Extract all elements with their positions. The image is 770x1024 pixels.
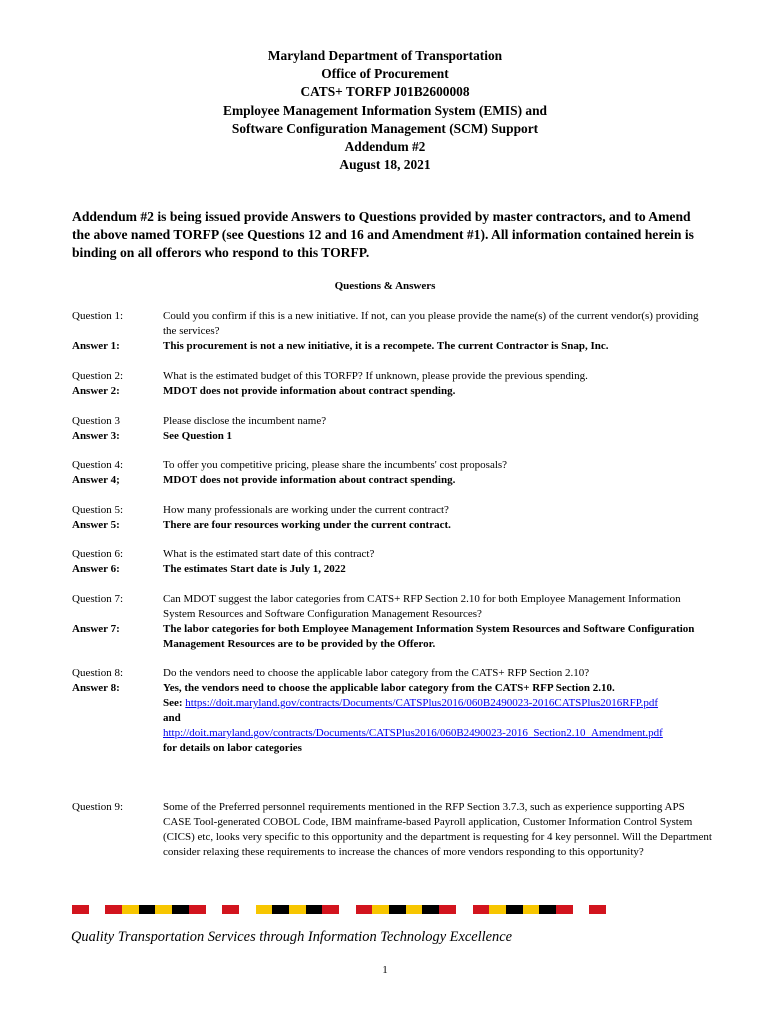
details-text: for details on labor categories	[163, 742, 302, 754]
flag-segment	[72, 905, 89, 914]
answer-row	[72, 562, 712, 577]
see-label: See:	[163, 697, 186, 709]
flag-segment	[306, 905, 323, 914]
flag-segment	[356, 905, 373, 914]
flag-segment	[506, 905, 523, 914]
flag-segment	[406, 905, 423, 914]
answer-text: MDOT does not provide information about contract spending.	[163, 474, 456, 486]
answer-text: The estimates Start date is July 1, 2022	[163, 563, 346, 575]
qa-item-5	[72, 503, 712, 533]
question-row	[72, 414, 712, 429]
question-text: To offer you competitive pricing, please share the incumbents' cost proposals?	[163, 459, 508, 471]
question-text: How many professionals are working under the current contract?	[163, 504, 449, 516]
question-row	[72, 369, 712, 384]
question-label: Question 5:	[72, 504, 124, 516]
answer-label: Answer 4;	[72, 474, 120, 486]
header-project-line1: Employee Management Information System (EMIS) and	[223, 102, 547, 118]
flag-segment	[539, 905, 556, 914]
question-text: Some of the Preferred personnel requirements mentioned in the RFP Section 3.7.3, such as experience supporting APS CASE Tool-generated COBOL Code, IBM mainframe-based Payroll application, Customer Information Control System (CICS) etc, looks very specific to this opportunity and the department is requesting for 4 key personnel. Will the Department consider relaxing these requirements to increase the chances of more vendors responding to this opportunity?	[163, 801, 712, 858]
question-row	[72, 547, 712, 562]
flag-segment	[372, 905, 389, 914]
flag-segment	[105, 905, 122, 914]
question-text: What is the estimated budget of this TORFP? If unknown, please provide the previous spending.	[163, 370, 588, 382]
flag-segment	[339, 905, 356, 914]
qa-item-1	[72, 309, 712, 354]
question-label: Question 6:	[72, 548, 124, 560]
answer-label: Answer 6:	[72, 563, 120, 575]
question-label: Question 2:	[72, 370, 124, 382]
question-row	[72, 800, 712, 860]
flag-segment	[439, 905, 456, 914]
page-number: 1	[382, 964, 388, 976]
answer-label: Answer 8:	[72, 682, 120, 694]
answer-row	[72, 681, 712, 756]
flag-segment	[573, 905, 590, 914]
header-addendum: Addendum #2	[344, 139, 426, 155]
link-container	[163, 726, 712, 741]
question-text: What is the estimated start date of this contract?	[163, 548, 375, 560]
header-date: August 18, 2021	[339, 157, 431, 173]
qa-item-2	[72, 369, 712, 399]
answer-body	[163, 681, 712, 756]
and-text: and	[163, 712, 181, 724]
answer-row	[72, 384, 712, 399]
header-office: Office of Procurement	[321, 66, 449, 82]
answer-text: The labor categories for both Employee Management Information System Resources and Software Configuration Management Resources are to be provided by the Offeror.	[163, 623, 695, 650]
answer-text: This procurement is not a new initiative, it is a recompete. The current Contractor is Snap, Inc.	[163, 340, 609, 352]
answer-text: See Question 1	[163, 430, 233, 442]
flag-segment	[489, 905, 506, 914]
flag-segment	[256, 905, 273, 914]
question-label: Question 8:	[72, 667, 124, 679]
answer-row	[72, 518, 712, 533]
qa-item-7	[72, 592, 712, 652]
intro-paragraph: Addendum #2 is being issued provide Answers to Questions provided by master contractors, and to Amend the above named TORFP (see Questions 12 and 16 and Amendment #1). All information contained herein is binding on all offerors who respond to this TORFP.	[72, 209, 694, 260]
question-text: Please disclose the incumbent name?	[163, 415, 327, 427]
see-links	[163, 696, 712, 711]
flag-segment	[222, 905, 239, 914]
question-row	[72, 458, 712, 473]
question-label: Question 9:	[72, 801, 124, 813]
flag-segment	[89, 905, 106, 914]
flag-segment	[289, 905, 306, 914]
qa-item-3	[72, 414, 712, 444]
answer-label: Answer 5:	[72, 519, 120, 531]
answer-text: Yes, the vendors need to choose the applicable labor category from the CATS+ RFP Section 2.10.	[163, 682, 615, 694]
answer-label: Answer 7:	[72, 623, 120, 635]
question-text: Could you confirm if this is a new initiative. If not, can you please provide the name(s) of the current vendor(s) providing the services?	[163, 310, 699, 337]
question-text: Do the vendors need to choose the applicable labor category from the CATS+ RFP Section 2.10?	[163, 667, 590, 679]
flag-segment	[155, 905, 172, 914]
qa-heading: Questions & Answers	[334, 280, 436, 292]
answer-label: Answer 3:	[72, 430, 120, 442]
question-row	[72, 666, 712, 681]
header-agency: Maryland Department of Transportation	[267, 48, 503, 63]
answer-label: Answer 1:	[72, 340, 120, 352]
question-row	[72, 592, 712, 622]
flag-segment	[322, 905, 339, 914]
section-2-10-amendment-link[interactable]: http://doit.maryland.gov/contracts/Documents/CATSPlus2016/060B2490023-2016_Section2.10_Amendment.pdf	[163, 727, 663, 739]
question-text: Can MDOT suggest the labor categories from CATS+ RFP Section 2.10 for both Employee Management Information System Resources and Software Configuration Management Resources?	[163, 593, 681, 620]
flag-segment	[189, 905, 206, 914]
flag-segment	[206, 905, 223, 914]
question-row	[72, 309, 712, 339]
header-project-line2: Software Configuration Management (SCM) Support	[231, 120, 539, 136]
flag-segment	[122, 905, 139, 914]
answer-row	[72, 473, 712, 488]
answer-row	[72, 429, 712, 444]
flag-segment	[422, 905, 439, 914]
flag-segment	[523, 905, 540, 914]
footer-motto: Quality Transportation Services through Information Technology Excellence	[71, 929, 512, 945]
header-torfp-number: CATS+ TORFP J01B2600008	[300, 84, 470, 100]
question-label: Question 3	[72, 415, 120, 427]
flag-segment	[139, 905, 156, 914]
flag-segment	[473, 905, 490, 914]
qa-item-9	[72, 800, 712, 860]
answer-text: There are four resources working under the current contract.	[163, 519, 451, 531]
question-label: Question 4:	[72, 459, 124, 471]
question-row	[72, 503, 712, 518]
answer-row	[72, 339, 712, 354]
answer-text: MDOT does not provide information about contract spending.	[163, 385, 456, 397]
qa-item-4	[72, 458, 712, 488]
document-header	[0, 47, 770, 174]
flag-segment	[389, 905, 406, 914]
question-label: Question 7:	[72, 593, 124, 605]
flag-segment	[556, 905, 573, 914]
answer-row	[72, 622, 712, 652]
flag-segment	[172, 905, 189, 914]
catsplus-rfp-link[interactable]: https://doit.maryland.gov/contracts/Documents/CATSPlus2016/060B2490023-2016CATSPlus2016RFP.pdf	[185, 697, 659, 709]
qa-item-8	[72, 666, 712, 756]
flag-segment	[589, 905, 606, 914]
answer-label: Answer 2:	[72, 385, 120, 397]
flag-segment	[272, 905, 289, 914]
flag-segment	[456, 905, 473, 914]
question-label: Question 1:	[72, 310, 124, 322]
maryland-flag-divider	[72, 905, 606, 914]
flag-segment	[239, 905, 256, 914]
qa-item-6	[72, 547, 712, 577]
